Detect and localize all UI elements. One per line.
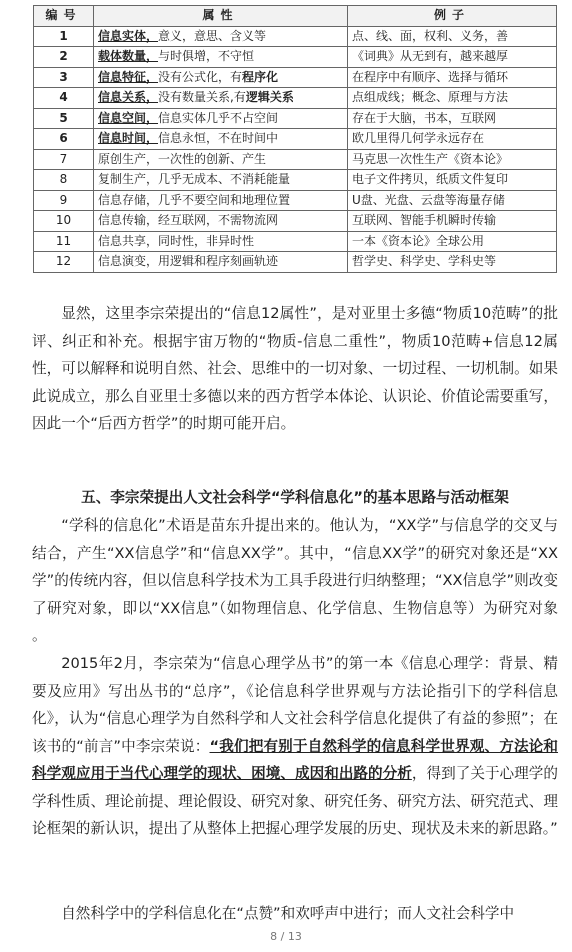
row-number: 12 xyxy=(34,252,94,273)
row-attribute xyxy=(94,26,348,47)
table-row xyxy=(34,129,557,150)
row-example: 点组成线；概念、原理与方法 xyxy=(348,88,557,109)
row-number: 7 xyxy=(34,149,94,170)
attribute-description: 复制生产，几乎无成本、不消耗能量 xyxy=(98,172,291,187)
row-example: 互联网、智能手机瞬时传输 xyxy=(348,211,557,232)
row-example: U盘、光盘、云盘等海量存储 xyxy=(348,190,557,211)
row-number: 9 xyxy=(34,190,94,211)
row-attribute xyxy=(94,108,348,129)
row-example: 《词典》从无到有，越来越厚 xyxy=(348,47,557,68)
page-number: 8 / 13 xyxy=(270,930,302,943)
emphasized-quote: “我们把有别于自然科学的信息科学世界观、方法论和科学观应用于当代心理学的现状、困境、成因和出路的分析 xyxy=(32,737,559,782)
row-attribute xyxy=(94,231,348,252)
attribute-description: 信息共享，同时性，非异时性 xyxy=(98,233,255,248)
attributes-table xyxy=(33,5,557,273)
row-number: 10 xyxy=(34,211,94,232)
row-attribute xyxy=(94,190,348,211)
attribute-term: 信息实体， xyxy=(98,28,159,43)
row-attribute xyxy=(94,129,348,150)
row-number: 4 xyxy=(34,88,94,109)
header-example: 例子 xyxy=(348,6,557,27)
table-row xyxy=(34,252,557,273)
attribute-term: 信息关系， xyxy=(98,90,159,105)
row-number: 6 xyxy=(34,129,94,150)
row-number: 11 xyxy=(34,231,94,252)
paragraph-psychology-series xyxy=(32,650,558,843)
attribute-description: 没有公式化，有 xyxy=(158,69,243,84)
row-example: 电子文件拷贝，纸质文件复印 xyxy=(348,170,557,191)
row-example: 一本《资本论》全球公用 xyxy=(348,231,557,252)
attribute-term: 信息特征， xyxy=(98,69,159,84)
row-attribute xyxy=(94,47,348,68)
paragraph-info-12-attributes: 显然，这里李宗荣提出的“信息12属性”，是对亚里士多德“物质10范畴”的批评、纠正和补充。根据宇宙万物的“物质-信息二重性”，物质10范畴+信息12属性，可以解释和说明自然、社会、思维中的一切对象、一切过程、一切机制。如果此说成立，那么自亚里士多德以来的西方哲学本体论、认识论、价值论需要重写，因此一个“后西方哲学”的时期可能开启。 xyxy=(32,305,558,432)
row-number: 8 xyxy=(34,170,94,191)
row-example: 哲学史、科学史、学科史等 xyxy=(348,252,557,273)
row-example: 欧几里得几何学永远存在 xyxy=(348,129,557,150)
table-row xyxy=(34,47,557,68)
attribute-term: 信息空间， xyxy=(98,110,159,125)
attribute-description: 意义，意思、含义等 xyxy=(158,28,267,43)
table-row xyxy=(34,190,557,211)
row-number: 2 xyxy=(34,47,94,68)
table-row xyxy=(34,211,557,232)
header-number: 编号 xyxy=(34,6,94,27)
row-example: 马克思一次性生产《资本论》 xyxy=(348,149,557,170)
attribute-keyword: 逻辑关系 xyxy=(245,90,294,105)
table-row xyxy=(34,88,557,109)
table-row xyxy=(34,67,557,88)
attribute-description: 信息演变，用逻辑和程序刻画轨迹 xyxy=(98,254,279,269)
paragraph-text-before: 2015年2月，李宗荣为“信息心理学丛书”的第一本《信息心理学：背景、精要及应用》写出丛书的“总序”，《论信息科学世界观与方法论指引下的学科信息化》，认为“信息心理学为自然科学和人文社会科学信息化提供了有益的参照”；在该书的“前言”中李宗荣说： xyxy=(32,655,558,755)
row-attribute xyxy=(94,211,348,232)
row-example: 在程序中有顺序、选择与循环 xyxy=(348,67,557,88)
paragraph-text-after: ，得到了关于心理学的学科性质、理论前提、理论假设、研究对象、研究任务、研究方法、研究范式、理论框架的新认识，提出了从整体上把握心理学发展的历史、现状及未来的新思路。” xyxy=(32,765,558,837)
row-attribute xyxy=(94,252,348,273)
table-row xyxy=(34,26,557,47)
row-attribute xyxy=(94,67,348,88)
attribute-description: 没有数量关系,有 xyxy=(158,90,246,105)
row-attribute xyxy=(94,149,348,170)
paragraph-natural-science: 自然科学中的学科信息化在“点赞”和欢呼声中进行；而人文社会科学中 xyxy=(61,905,515,922)
table-header-row xyxy=(34,6,557,27)
row-number: 3 xyxy=(34,67,94,88)
table-row xyxy=(34,108,557,129)
table-row xyxy=(34,231,557,252)
attribute-description: 信息传输，经互联网，不需物流网 xyxy=(98,213,279,228)
attribute-description: 信息存储，几乎不要空间和地理位置 xyxy=(98,192,291,207)
row-number: 5 xyxy=(34,108,94,129)
row-attribute xyxy=(94,88,348,109)
row-number: 1 xyxy=(34,26,94,47)
attribute-description: 原创生产，一次性的创新、产生 xyxy=(98,151,267,166)
attribute-keyword: 程序化 xyxy=(242,69,279,84)
paragraph-discipline-informatization: “学科的信息化”术语是苗东升提出来的。他认为，“XX学”与信息学的交叉与结合，产生“XX信息学”和“信息XX学”。其中，“信息XX学”的研究对象还是“XX学”的传统内容，但以信息科学技术为工具手段进行归纳整理；“XX信息学”则改变了研究对象，即以“XX信息”（如物理信息、化学信息、生物信息等）为研究对象 。 xyxy=(32,517,558,644)
attribute-term: 信息时间， xyxy=(98,131,159,146)
row-example: 点、线、面，权利、义务，善 xyxy=(348,26,557,47)
attribute-description: 与时俱增，不守恒 xyxy=(158,49,255,64)
attribute-term: 载体数量， xyxy=(98,49,159,64)
row-attribute xyxy=(94,170,348,191)
attribute-description: 信息实体几乎不占空间 xyxy=(158,110,279,125)
table-row xyxy=(34,149,557,170)
row-example: 存在于大脑，书本，互联网 xyxy=(348,108,557,129)
section-heading: 五、李宗荣提出人文社会科学“学科信息化”的基本思路与活动框架 xyxy=(81,489,509,506)
header-attribute: 属性 xyxy=(94,6,348,27)
attribute-description: 信息永恒，不在时间中 xyxy=(158,131,279,146)
table-row xyxy=(34,170,557,191)
